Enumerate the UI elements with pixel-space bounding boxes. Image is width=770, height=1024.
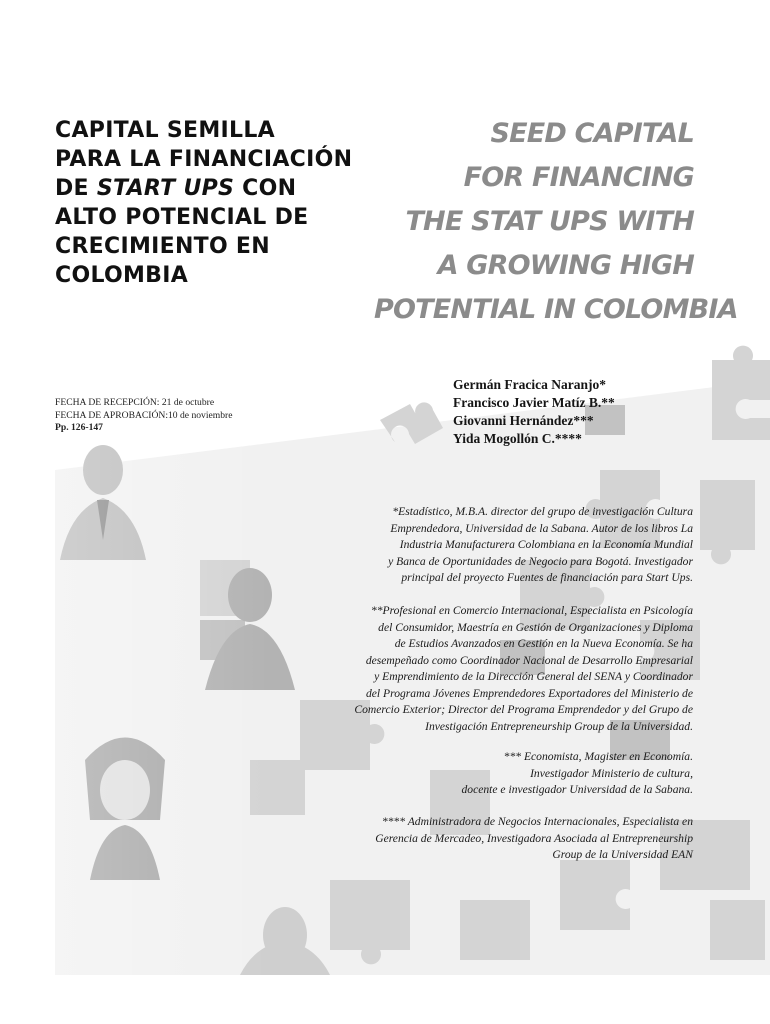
bio-line: y Banca de Oportunidades de Negocio para Bogotá. Investigador	[388, 554, 693, 568]
title-en-line: SEED CAPITAL	[490, 118, 694, 149]
bio-line: del Consumidor, Maestría en Gestión de Organizaciones y Diploma	[378, 620, 693, 634]
title-en-line: A GROWING HIGH	[437, 250, 694, 281]
author-bio-1	[293, 504, 693, 587]
bio-line: Emprendedora, Universidad de la Sabana. Autor de los libros La	[390, 521, 693, 535]
title-es-line: CAPITAL SEMILLA	[55, 118, 275, 143]
article-title-english	[374, 112, 738, 332]
bio-line: Investigador Ministerio de cultura,	[530, 766, 693, 780]
approval-date: FECHA DE APROBACIÓN:10 de noviembre	[55, 409, 233, 421]
title-es-prefix: DE	[55, 176, 97, 201]
author-bio-3	[293, 749, 693, 799]
bio-line: principal del proyecto Fuentes de financiación para Start Ups.	[401, 571, 693, 584]
bio-line: desempeñado como Coordinador Nacional de Desarrollo Empresarial	[365, 653, 693, 667]
title-es-line: COLOMBIA	[55, 263, 189, 288]
author-bio-2	[293, 603, 693, 735]
title-es-line	[55, 174, 395, 203]
article-dates	[55, 397, 232, 435]
bio-line: y Emprendimiento de la Dirección General del SENA y Coordinador	[374, 670, 693, 683]
title-en-line: POTENTIAL IN COLOMBIA	[374, 294, 738, 325]
title-es-line: CRECIMIENTO EN	[55, 234, 270, 259]
author-name: Giovanni Hernández***	[453, 413, 594, 428]
bio-line: Industria Manufacturera Colombiana en la Economía Mundial	[399, 538, 693, 551]
title-es-line: ALTO POTENCIAL DE	[55, 205, 309, 230]
bio-line: *** Economista, Magister en Economía.	[503, 750, 693, 763]
author-name: Francisco Javier Matíz B.**	[453, 395, 615, 410]
bio-line: del Programa Jóvenes Emprendedores Exportadores del Ministerio de	[365, 686, 693, 700]
bio-line: Group de la Universidad EAN	[552, 848, 693, 861]
author-bio-4	[293, 814, 693, 864]
author-list	[453, 376, 615, 448]
bio-line: docente e investigador Universidad de la Sabana.	[461, 783, 693, 796]
title-es-line: PARA LA FINANCIACIÓN	[55, 147, 353, 172]
bio-line: de Estudios Avanzados en Gestión en la Nueva Economía. Se ha	[394, 637, 693, 650]
bio-line: Comercio Exterior; Director del Programa Emprendedor y del Grupo de	[354, 703, 693, 716]
bio-line: Investigación Entrepreneurship Group de la Universidad.	[425, 719, 693, 733]
title-es-italic: START UPS	[96, 176, 235, 201]
title-es-suffix: CON	[234, 176, 297, 201]
reception-date: FECHA DE RECEPCIÓN: 21 de octubre	[55, 397, 215, 408]
title-en-line: FOR FINANCING	[463, 162, 694, 193]
author-name: Germán Fracica Naranjo*	[453, 377, 606, 392]
bio-line: **Profesional en Comercio Internacional, Especialista en Psicología	[370, 604, 693, 617]
author-name: Yida Mogollón C.****	[453, 431, 582, 446]
bio-line: Gerencia de Mercadeo, Investigadora Asociada al Entrepreneurship	[375, 831, 693, 845]
bio-line: **** Administradora de Negocios Internacionales, Especialista en	[381, 815, 693, 828]
article-title-spanish	[55, 116, 395, 290]
page-range: Pp. 126-147	[55, 422, 103, 433]
bio-line: *Estadístico, M.B.A. director del grupo de investigación Cultura	[392, 505, 693, 518]
title-en-line: THE STAT UPS WITH	[405, 206, 694, 237]
